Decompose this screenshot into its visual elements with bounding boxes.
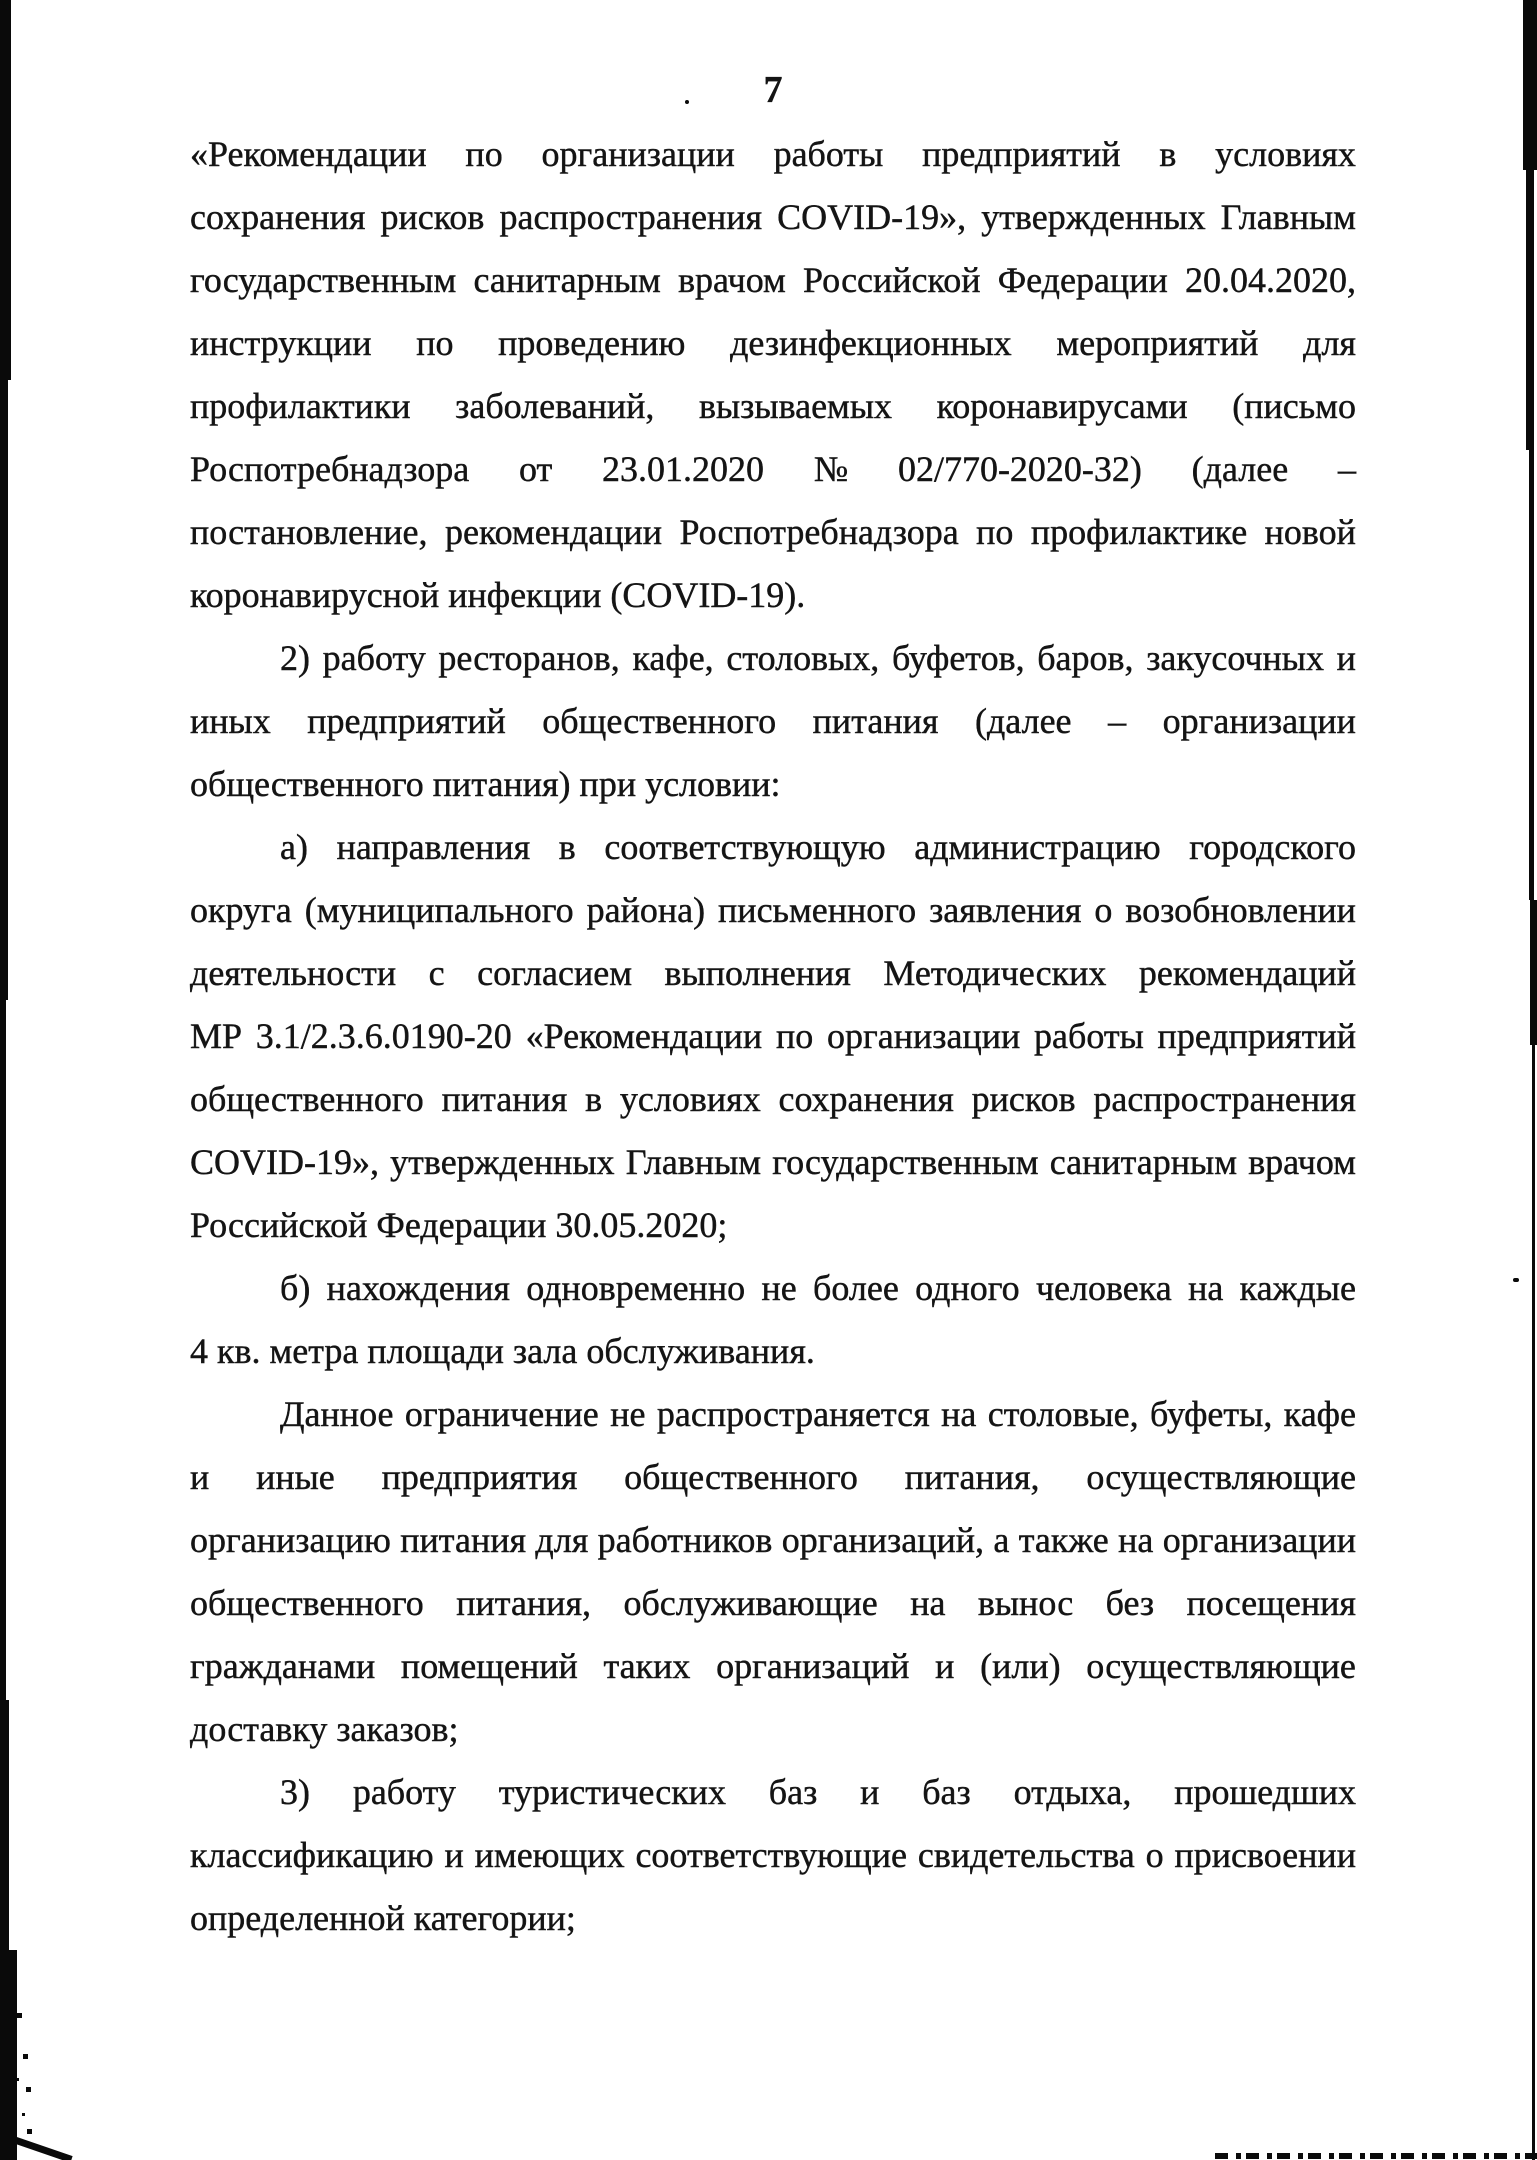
text-line: 4 кв. метра площади зала обслуживания.	[190, 1331, 815, 1371]
scan-artifact-right-edge	[1523, 0, 1537, 170]
scan-artifact-left-edge	[0, 1000, 6, 1700]
text-line: 2) работу ресторанов, кафе, столовых, буфетов, баров, закусочных и	[280, 638, 1356, 678]
ink-speck	[1513, 1278, 1519, 1282]
text-line: коронавирусной инфекции (COVID-19).	[190, 575, 806, 615]
scan-artifact-left-edge	[0, 0, 11, 380]
text-line: профилактики заболеваний, вызываемых коронавирусами (письмо	[190, 386, 1356, 426]
text-line: общественного питания) при условии:	[190, 764, 781, 804]
text-line: а) направления в соответствующую администрацию городского	[280, 827, 1356, 867]
text-line: государственным санитарным врачом Российской Федерации 20.04.2020,	[190, 260, 1356, 300]
text-line: Роспотребнадзора от 23.01.2020 № 02/770-2020-32) (далее –	[190, 449, 1356, 489]
scan-artifact-right-edge	[1526, 170, 1534, 450]
text-block	[190, 123, 1356, 1950]
text-line: классификацию и имеющих соответствующие свидетельства о присвоении	[190, 1835, 1356, 1875]
text-line: «Рекомендации по организации работы предприятий в условиях	[190, 134, 1356, 174]
scan-artifact-left-edge	[0, 380, 8, 1000]
scan-artifact-right-edge	[1532, 1045, 1535, 2160]
text-line: организацию питания для работников организаций, а также на организации	[190, 1520, 1356, 1560]
text-line: доставку заказов;	[190, 1709, 459, 1749]
scan-artifact-left-edge	[0, 1950, 17, 2160]
text-line: б) нахождения одновременно не более одного человека на каждые	[280, 1268, 1356, 1308]
page-number: 7	[763, 69, 783, 111]
text-line: инструкции по проведению дезинфекционных мероприятий для	[190, 323, 1356, 363]
text-line: сохранения рисков распространения COVID-19», утвержденных Главным	[190, 197, 1356, 237]
scan-artifact-corner-mark	[12, 2136, 73, 2160]
text-line: определенной категории;	[190, 1898, 576, 1938]
text-line: постановление, рекомендации Роспотребнадзора по профилактике новой	[190, 512, 1356, 552]
text-line: иных предприятий общественного питания (далее – организации	[190, 701, 1356, 741]
text-line: деятельности с согласием выполнения Методических рекомендаций	[190, 953, 1356, 993]
text-line: гражданами помещений таких организаций и (или) осуществляющие	[190, 1646, 1356, 1686]
text-line: и иные предприятия общественного питания, осуществляющие	[190, 1457, 1356, 1497]
text-line: МР 3.1/2.3.6.0190-20 «Рекомендации по организации работы предприятий	[190, 1016, 1356, 1056]
ink-speck	[685, 100, 689, 104]
text-line: Данное ограничение не распространяется на столовые, буфеты, кафе	[280, 1394, 1356, 1434]
scan-noise-speckles	[12, 1992, 15, 1995]
text-line: 3) работу туристических баз и баз отдыха, прошедших	[280, 1772, 1356, 1812]
scan-artifact-left-edge	[0, 1700, 9, 1950]
text-line: общественного питания, обслуживающие на вынос без посещения	[190, 1583, 1356, 1623]
scan-artifact-bottom-edge	[1215, 2153, 1537, 2159]
scan-artifact-right-edge	[1530, 900, 1537, 1045]
scan-artifact-right-edge	[1529, 450, 1534, 900]
text-line: общественного питания в условиях сохранения рисков распространения	[190, 1079, 1356, 1119]
text-line: COVID-19», утвержденных Главным государственным санитарным врачом	[190, 1142, 1356, 1182]
text-line: округа (муниципального района) письменного заявления о возобновлении	[190, 890, 1356, 930]
text-line: Российской Федерации 30.05.2020;	[190, 1205, 728, 1245]
